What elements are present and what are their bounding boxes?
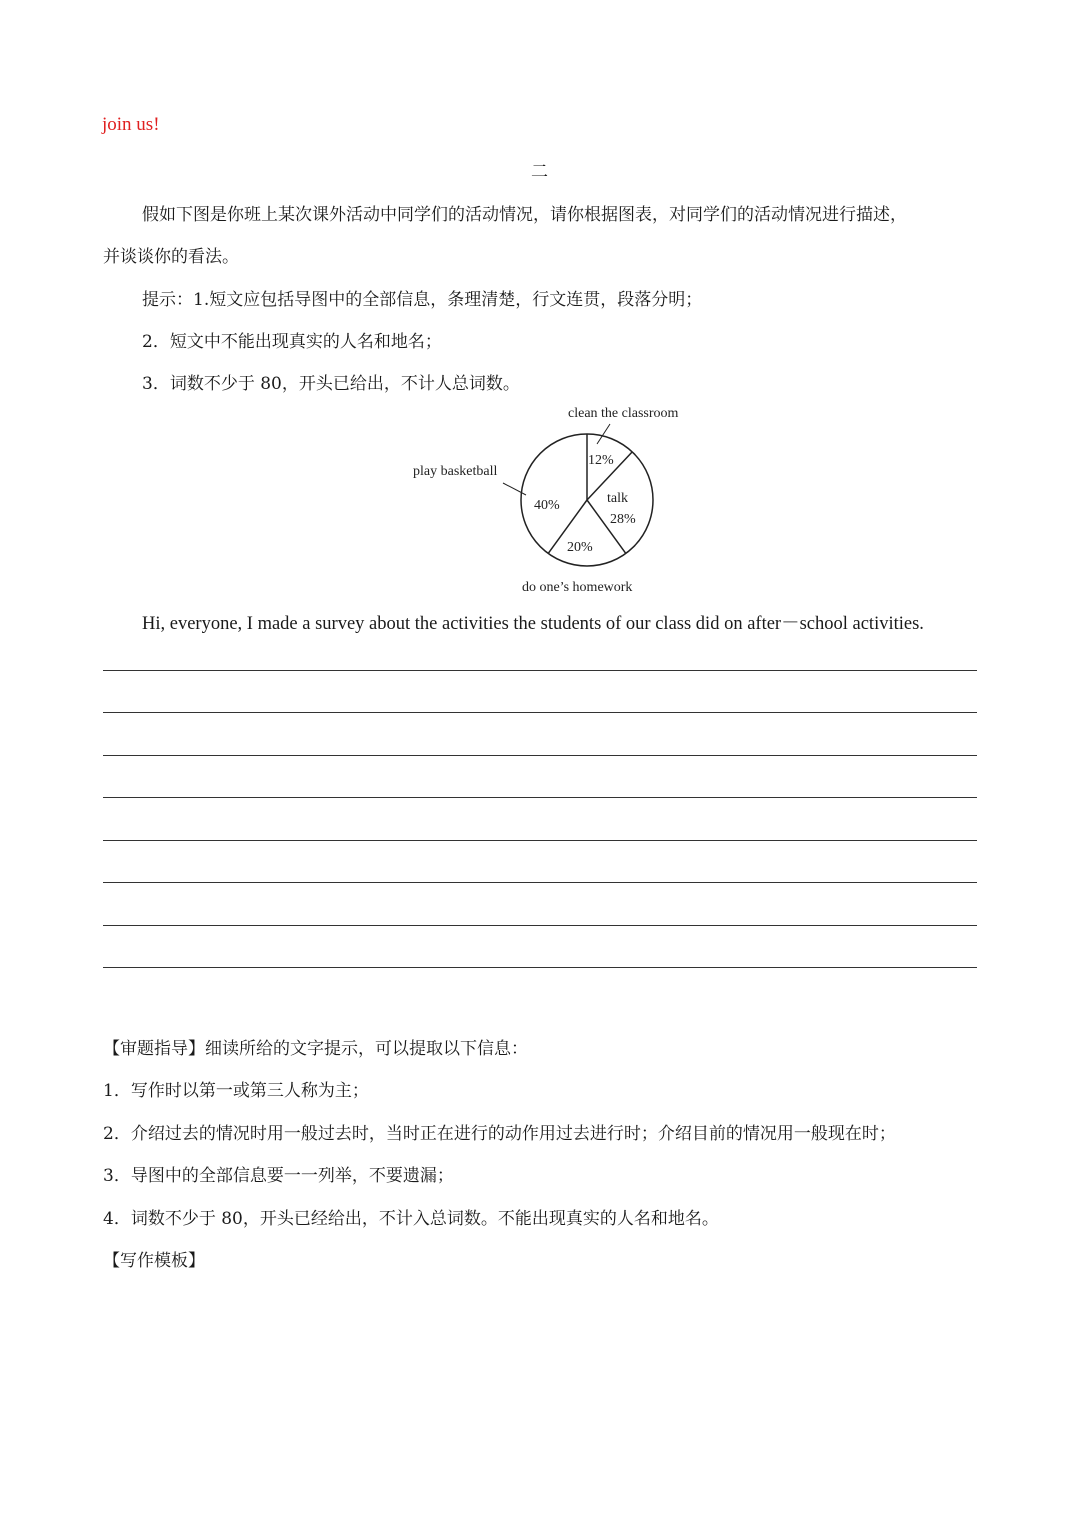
writing-line xyxy=(103,755,977,756)
writing-line xyxy=(103,670,977,671)
tip-3: 3．词数不少于 80，开头已给出，不计人总词数。 xyxy=(142,374,520,394)
label-talk: talk xyxy=(607,491,628,506)
label-clean-classroom: clean the classroom xyxy=(568,406,679,421)
prompt-line-1: 假如下图是你班上某次课外活动中同学们的活动情况，请你根据图表，对同学们的活动情况进行描述， xyxy=(142,205,907,225)
label-do-homework: do one’s homework xyxy=(522,580,633,595)
guide-item-4: 4．词数不少于 80，开头已经给出，不计入总词数。不能出现真实的人名和地名。 xyxy=(103,1209,719,1229)
prompt-line-2: 并谈谈你的看法。 xyxy=(103,247,239,267)
join-us-text: join us! xyxy=(102,114,160,135)
writing-line xyxy=(103,882,977,883)
pct-clean-classroom: 12% xyxy=(588,453,614,468)
pct-talk: 28% xyxy=(610,512,636,527)
guide-heading: 【审题指导】细读所给的文字提示，可以提取以下信息： xyxy=(103,1039,528,1059)
activity-pie-chart xyxy=(400,398,720,598)
writing-line xyxy=(103,840,977,841)
tip-1: 提示：1.短文应包括导图中的全部信息，条理清楚，行文连贯，段落分明； xyxy=(142,290,703,310)
guide-item-1: 1．写作时以第一或第三人称为主； xyxy=(103,1081,369,1101)
template-heading: 【写作模板】 xyxy=(103,1251,205,1271)
label-play-basketball: play basketball xyxy=(413,464,498,479)
tip-2: 2．短文中不能出现真实的人名和地名； xyxy=(142,332,442,352)
writing-line xyxy=(103,925,977,926)
pct-play-basketball: 40% xyxy=(534,498,560,513)
writing-line xyxy=(103,797,977,798)
writing-line xyxy=(103,712,977,713)
pct-do-homework: 20% xyxy=(567,540,593,555)
section-title: 二 xyxy=(531,162,548,182)
writing-line xyxy=(103,967,977,968)
guide-item-3: 3．导图中的全部信息要一一列举，不要遗漏； xyxy=(103,1166,454,1186)
leader-clean-classroom xyxy=(597,424,610,444)
guide-item-2: 2．介绍过去的情况时用一般过去时，当时正在进行的动作用过去进行时；介绍目前的情况用一般现在时； xyxy=(103,1124,896,1144)
opening-sentence: Hi, everyone, I made a survey about the activities the students of our class did on after－school activities. xyxy=(142,614,924,634)
